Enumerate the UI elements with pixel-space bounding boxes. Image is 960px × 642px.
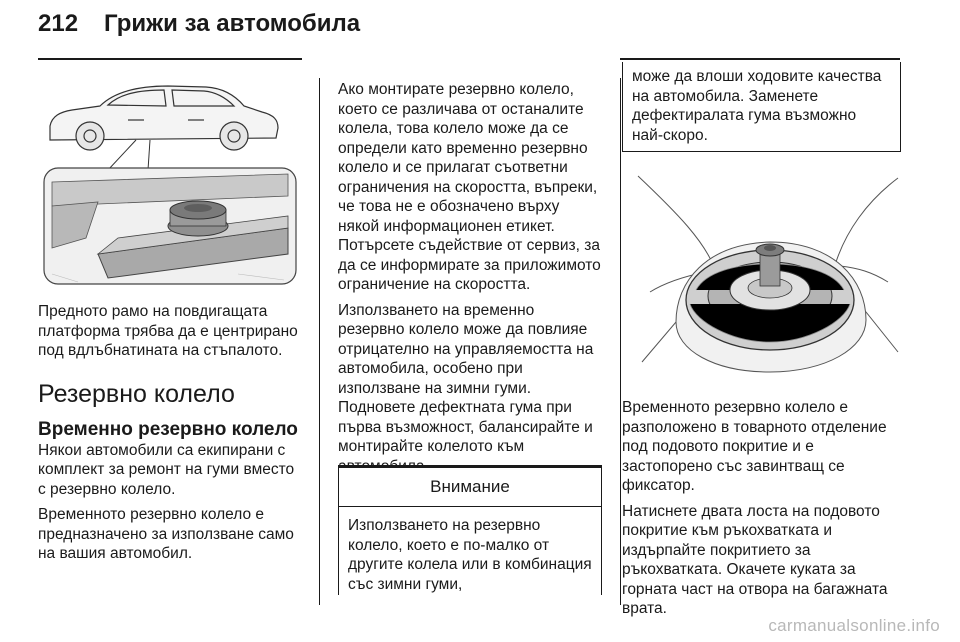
watermark: carmanualsonline.info — [768, 616, 940, 635]
paragraph: Временното резервно колело е разположено в товарното отделение под подовото покритие и е застопорено със завинтващ се фиксатор. — [622, 399, 887, 494]
warning-text-continued: може да влоши ходовите качества на автомобила. Заменете дефектиралата гума възможно най-скоро. — [632, 68, 882, 144]
subsection-title: Временно резервно колело — [38, 418, 298, 440]
page-title: Грижи за автомобила — [104, 10, 361, 37]
paragraph: Използването на временно резервно колело може да повлияе отрицателно на управляемостта на автомобила, особено при използване на зимни гуми. Подновете дефектната гума при първа възможност, балансирайте и монтирайте колелото към — [338, 301, 594, 455]
lift-arm-drawing — [38, 78, 302, 288]
paragraph: Ако монтирате резервно колело, което се различава от останалите колела, това колело може да се определи като временно резервно колело и се прилагат съответни ограничения на скоростта, въпреки, че това не е обозначено върху някой информационен етикет. Потърсете съдействие от сервиз, за да се информирате за приложимото ограничение на скоростта. — [338, 81, 601, 293]
column-divider-1 — [319, 78, 320, 605]
page-header — [38, 10, 360, 38]
column-divider-2 — [620, 78, 621, 605]
lift-platform-illustration — [38, 78, 302, 288]
column-3-text — [622, 398, 900, 625]
paragraph: Временното резервно колело е предназначено за използване само на вашия автомобил. — [38, 506, 294, 562]
paragraph: Натиснете двата лоста на подовото покритие към ръкохватката и издърпайте покритието за ръкохватката. Окачете куката за горната част на отвора на багажната врата. — [622, 502, 888, 617]
warning-title: Внимание — [339, 468, 601, 507]
page-number: 212 — [38, 10, 79, 37]
paragraph: Някои автомобили са екипирани с комплект за ремонт на гуми вместо с резервно колело. — [38, 441, 295, 498]
column-1-rule — [38, 58, 302, 60]
column-2-text — [338, 80, 604, 482]
figure-caption: Предното рамо на повдигащата платформа трябва да е центрирано под вдлъбнатината на стъпалото. — [38, 303, 298, 359]
section-title: Резервно колело — [38, 379, 235, 408]
warning-text: Използването на резервно колело, което е по-малко от другите колела или в комбинация със зимни гуми, — [348, 517, 592, 593]
warning-box-continued — [622, 62, 901, 152]
warning-box — [338, 465, 602, 595]
column-3-rule — [620, 58, 900, 60]
spare-wheel-illustration — [636, 172, 900, 382]
spare-wheel-drawing — [636, 172, 900, 382]
column-1-text — [38, 302, 304, 570]
